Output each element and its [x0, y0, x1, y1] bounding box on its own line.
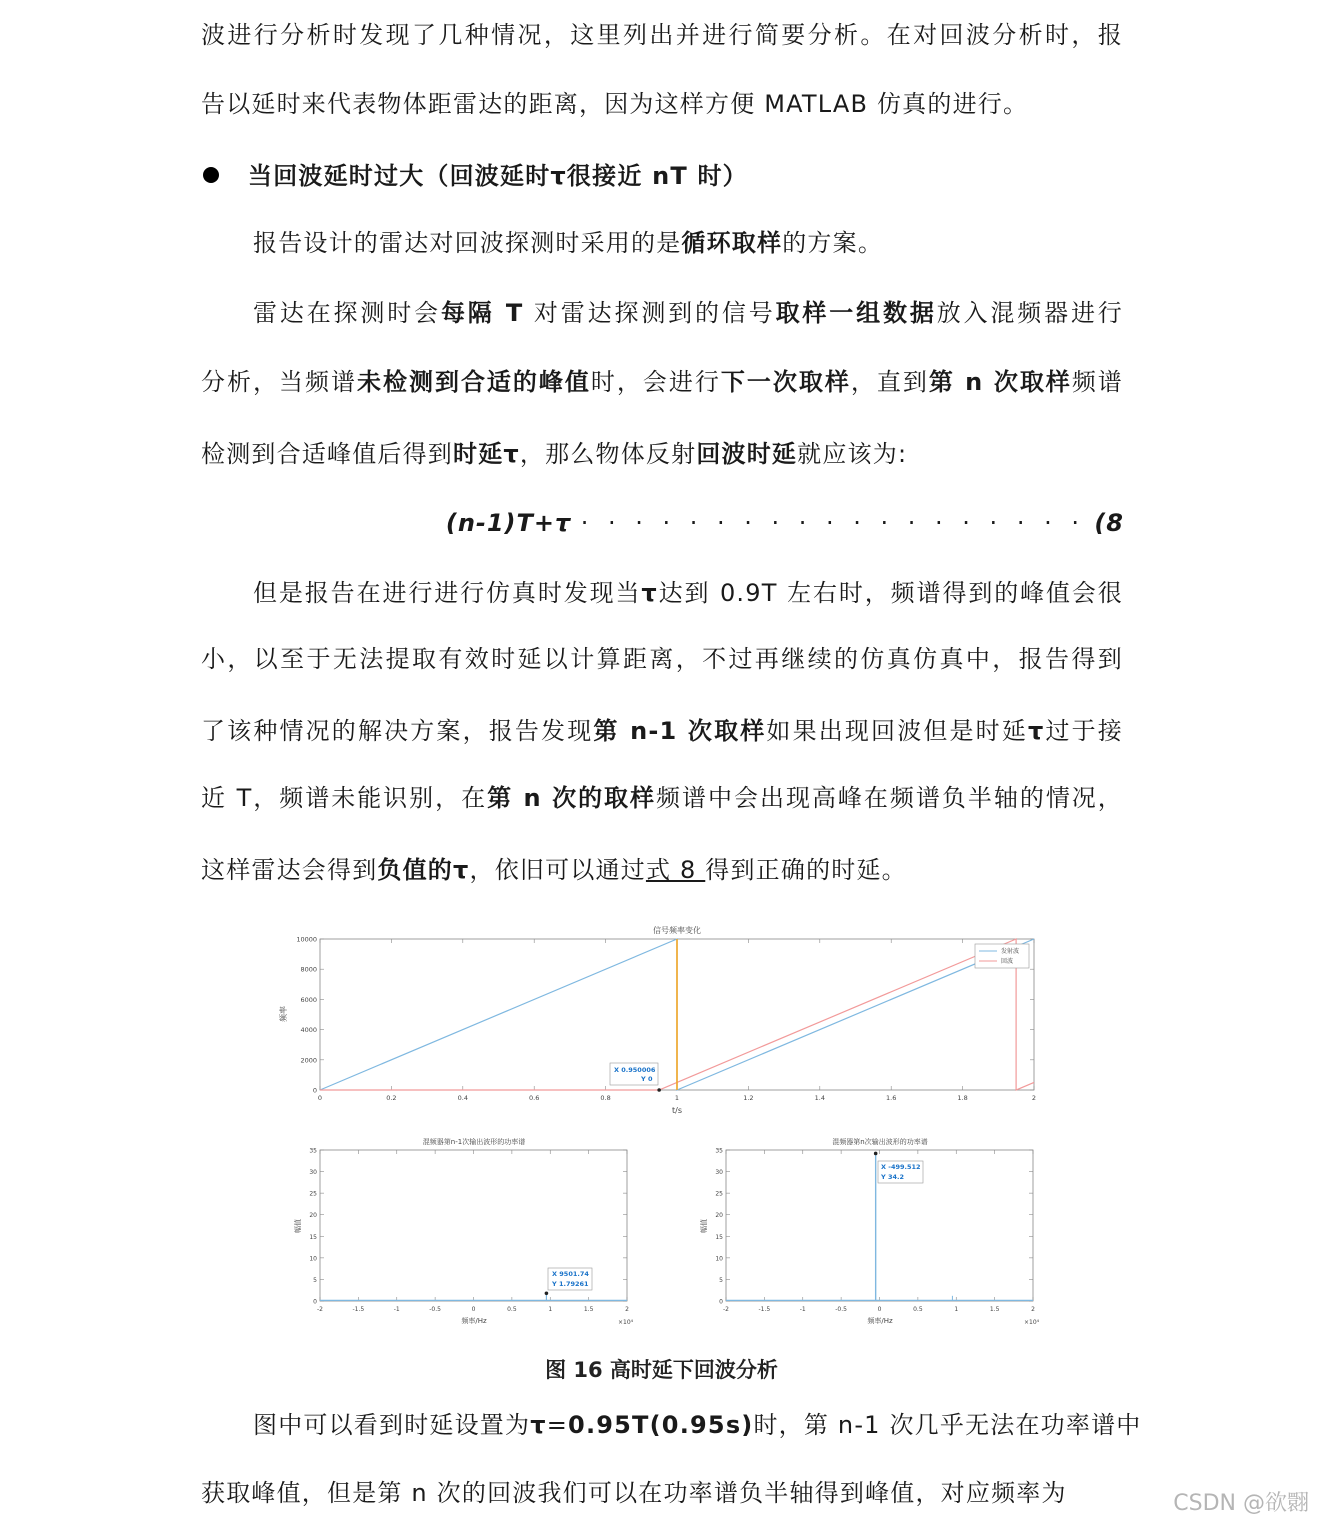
- x-tick-label: 1.4: [814, 1094, 825, 1102]
- x-tick-label: 2: [625, 1306, 629, 1313]
- y-tick-label: 35: [309, 1147, 317, 1155]
- x-exponent: ×10⁴: [1024, 1319, 1040, 1326]
- y-axis-label: 幅值: [294, 1219, 302, 1233]
- x-tick-label: 0.4: [457, 1094, 468, 1102]
- y-tick-label: 25: [309, 1190, 317, 1198]
- text-line: 近 T，频谱未能识别，在第 n 次的取样频谱中会出现高峰在频谱负半轴的情况，: [201, 784, 1123, 812]
- y-tick-label: 15: [309, 1233, 317, 1241]
- power-spectrum-n-minus-1-chart: [293, 1137, 634, 1326]
- y-tick-label: 35: [715, 1147, 723, 1155]
- chart-title: 混频器第n-1次输出波形的功率谱: [422, 1138, 526, 1146]
- data-tip[interactable]: [610, 1063, 658, 1085]
- x-tick-label: 1.6: [886, 1094, 897, 1102]
- text-line: 小，以至于无法提取有效时延以计算距离，不过再继续的仿真仿真中，报告得到: [201, 645, 1123, 673]
- x-axis-label: 频率/Hz: [461, 1317, 487, 1325]
- data-point: [874, 1152, 878, 1156]
- y-tick-label: 20: [309, 1212, 317, 1220]
- data-tip[interactable]: [548, 1268, 592, 1290]
- y-tick-label: 5: [313, 1276, 317, 1284]
- x-tick-label: 0: [877, 1306, 882, 1313]
- x-tick-label: -1: [393, 1306, 400, 1313]
- data-tip-y: Y 1.79261: [552, 1280, 589, 1288]
- data-tip-x: X 0.950006: [614, 1066, 656, 1074]
- text-line: 获取峰值，但是第 n 次的回波我们可以在功率谱负半轴得到峰值，对应频率为: [201, 1479, 1067, 1507]
- data-tip-y: Y 0: [641, 1075, 653, 1083]
- y-axis-label: 幅值: [700, 1219, 708, 1233]
- data-tip-y: Y 34.2: [881, 1173, 905, 1181]
- data-tip-x: X 9501.74: [552, 1270, 589, 1278]
- y-tick-label: 0: [313, 1298, 317, 1306]
- power-spectrum-n-chart: [699, 1137, 1040, 1326]
- x-tick-label: 1: [954, 1306, 959, 1313]
- legend: [975, 944, 1029, 968]
- data-tip-x: X -499.512: [881, 1163, 921, 1171]
- frequency-chart: [278, 925, 1036, 1115]
- x-tick-label: 0: [317, 1094, 323, 1102]
- x-tick-label: -0.5: [835, 1306, 847, 1313]
- text-line: 雷达在探测时会每隔 T 对雷达探测到的信号取样一组数据放入混频器进行: [253, 299, 1123, 327]
- data-tip[interactable]: [878, 1161, 923, 1183]
- text-line: 检测到合适峰值后得到时延τ，那么物体反射回波时延就应该为:: [201, 440, 908, 468]
- y-tick-label: 10: [715, 1255, 723, 1263]
- x-tick-label: 1.2: [743, 1094, 754, 1102]
- text-line: 了该种情况的解决方案，报告发现第 n-1 次取样如果出现回波但是时延τ过于接: [201, 717, 1124, 745]
- x-tick-label: 0: [471, 1306, 476, 1313]
- chart-title: 混频器第n次输出波形的功率谱: [832, 1138, 928, 1146]
- x-tick-label: 1: [674, 1094, 680, 1102]
- chart-title: 信号频率变化: [653, 926, 701, 935]
- bullet-icon: [203, 167, 219, 183]
- x-axis-label: 频率/Hz: [867, 1317, 893, 1325]
- x-tick-label: 1.5: [583, 1306, 594, 1313]
- text-line: 告以延时来代表物体距雷达的距离，因为这样方便 MATLAB 仿真的进行。: [201, 90, 1029, 118]
- x-tick-label: -2: [723, 1306, 729, 1313]
- x-tick-label: 0.5: [913, 1306, 923, 1313]
- x-tick-label: 2: [1031, 1094, 1037, 1102]
- x-tick-label: -0.5: [429, 1306, 441, 1313]
- x-tick-label: -1: [799, 1306, 806, 1313]
- y-tick-label: 30: [309, 1169, 317, 1177]
- x-tick-label: 0.2: [386, 1094, 397, 1102]
- y-tick-label: 15: [715, 1233, 723, 1241]
- text-line: 波进行分析时发现了几种情况，这里列出并进行简要分析。在对回波分析时，报: [201, 21, 1123, 49]
- equation: (n-1)T+τ · · · · · · · · · · · · · · · · · · · (8: [445, 509, 1124, 537]
- y-tick-label: 30: [715, 1169, 723, 1177]
- x-tick-label: 2: [1031, 1306, 1035, 1313]
- x-tick-label: 0.5: [507, 1306, 517, 1313]
- x-axis-label: t/s: [672, 1106, 682, 1115]
- x-tick-label: 1: [548, 1306, 553, 1313]
- figure-16: [270, 918, 1060, 1338]
- legend-label-emit: 发射波: [1001, 948, 1020, 955]
- y-axis-label: 频率: [279, 1006, 288, 1022]
- y-tick-label: 2000: [300, 1056, 317, 1065]
- text-line: 这样雷达会得到负值的τ，依旧可以通过式 8 得到正确的时延。: [201, 856, 907, 884]
- data-point: [545, 1291, 549, 1295]
- y-tick-label: 25: [715, 1190, 723, 1198]
- y-tick-label: 10000: [296, 935, 317, 944]
- text-line: 图中可以看到时延设置为τ=0.95T(0.95s)时，第 n-1 次几乎无法在功率谱中: [253, 1411, 1142, 1439]
- y-tick-label: 4000: [300, 1026, 317, 1035]
- y-tick-label: 6000: [300, 995, 317, 1004]
- x-tick-label: 0.6: [529, 1094, 540, 1102]
- y-tick-label: 10: [309, 1255, 317, 1263]
- y-tick-label: 0: [719, 1298, 723, 1306]
- text-line: 分析，当频谱未检测到合适的峰值时，会进行下一次取样，直到第 n 次取样频谱: [201, 368, 1124, 396]
- x-tick-label: 1.8: [957, 1094, 968, 1102]
- y-tick-label: 20: [715, 1212, 723, 1220]
- x-tick-label: -1.5: [352, 1306, 365, 1313]
- y-tick-label: 5: [719, 1276, 723, 1284]
- section-heading: 当回波延时过大（回波延时τ很接近 nT 时）: [248, 162, 748, 190]
- x-tick-label: 1.5: [989, 1306, 1000, 1313]
- figure-caption: 图 16 高时延下回波分析: [545, 1358, 778, 1382]
- x-tick-label: 0.8: [600, 1094, 611, 1102]
- data-point: [657, 1088, 661, 1092]
- y-tick-label: 8000: [300, 965, 317, 974]
- y-tick-label: 0: [312, 1086, 317, 1095]
- equation-reference-link[interactable]: 式 8: [645, 856, 706, 884]
- text-line: 但是报告在进行进行仿真时发现当τ达到 0.9T 左右时，频谱得到的峰值会很: [253, 579, 1124, 607]
- watermark: CSDN @欲翾: [1173, 1491, 1309, 1516]
- x-exponent: ×10⁴: [618, 1319, 634, 1326]
- text-line: 报告设计的雷达对回波探测时采用的是循环取样的方案。: [253, 229, 884, 257]
- legend-label-echo: 回波: [1001, 958, 1014, 965]
- x-tick-label: -2: [317, 1306, 323, 1313]
- x-tick-label: -1.5: [758, 1306, 771, 1313]
